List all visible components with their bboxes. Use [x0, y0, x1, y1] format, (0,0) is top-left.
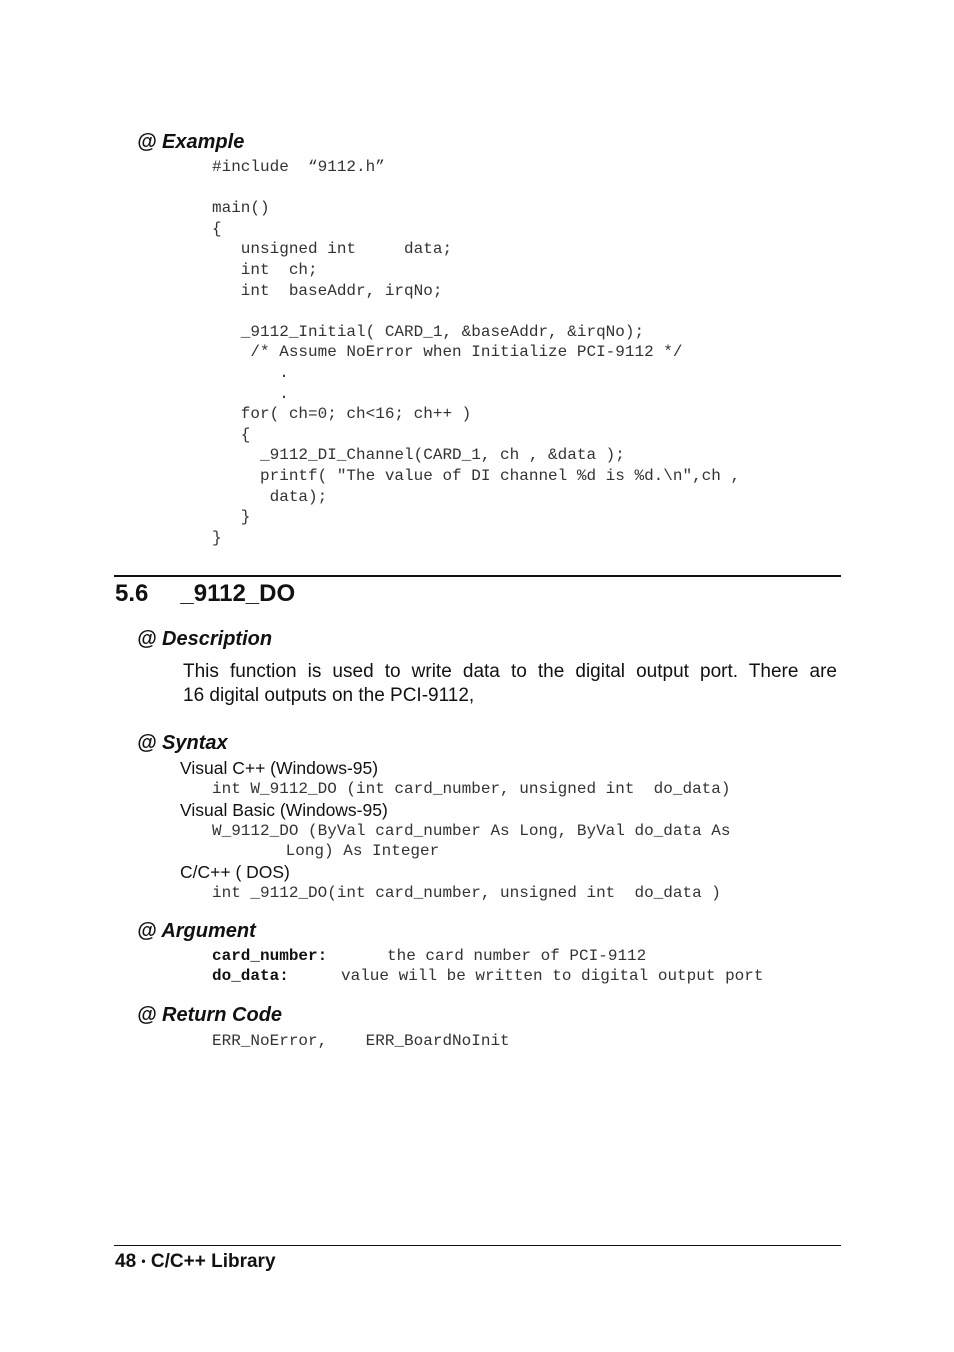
return-code-values: ERR_NoError, ERR_BoardNoInit [212, 1032, 510, 1050]
example-heading: @ Example [137, 131, 245, 153]
code-line [212, 301, 740, 322]
code-line [212, 178, 740, 199]
section-title [115, 580, 295, 608]
argument-row-card-number [212, 946, 327, 967]
code-line: for( ch=0; ch<16; ch++ ) [212, 405, 472, 424]
code-line: main() [212, 199, 270, 218]
code-line: { [212, 219, 222, 238]
code-line: } [212, 528, 222, 547]
section-function-name: _9112_DO [180, 580, 296, 607]
argument-row-do-data [212, 966, 289, 987]
code-line: data); [212, 487, 328, 506]
return-code-heading: @ Return Code [137, 1004, 283, 1026]
page-footer [115, 1251, 276, 1273]
code-line: . [212, 384, 289, 403]
example-code-block [212, 157, 740, 548]
section-divider [114, 575, 841, 577]
footer-divider [114, 1245, 841, 1246]
syntax-vb-label: Visual Basic (Windows-95) [180, 800, 388, 820]
argument-heading: @ Argument [137, 920, 256, 942]
section-number: 5.6 [115, 580, 149, 607]
code-line: int baseAddr, irqNo; [212, 281, 443, 300]
description-line-1: This function is used to write data to the digital output port. There are [183, 661, 837, 682]
footer-bullet: • [141, 1254, 146, 1268]
code-line: . [212, 363, 289, 382]
syntax-heading: @ Syntax [137, 732, 228, 754]
argument-name-card-number: card_number: [212, 947, 328, 965]
code-line: int ch; [212, 260, 318, 279]
footer-chapter: C/C++ Library [150, 1251, 276, 1272]
code-line: #include “9112.h” [212, 158, 385, 176]
code-line: { [212, 425, 251, 444]
description-line-2: 16 digital outputs on the PCI-9112, [183, 685, 475, 706]
code-line: _9112_DI_Channel(CARD_1, ch , &data ); [212, 446, 625, 465]
argument-name-do-data: do_data: [212, 967, 289, 985]
syntax-dos-code: int _9112_DO(int card_number, unsigned int do_data ) [212, 884, 721, 902]
argument-desc-do-data: value will be written to digital output port [341, 967, 764, 985]
code-line: _9112_Initial( CARD_1, &baseAddr, &irqNo); [212, 322, 645, 341]
code-line: printf( "The value of DI channel %d is %d.\n",ch , [212, 466, 741, 485]
description-paragraph [183, 660, 837, 708]
syntax-vb-code-line-2: Long) As Integer [228, 842, 440, 860]
code-line: } [212, 508, 251, 527]
syntax-dos-label: C/C++ ( DOS) [180, 862, 290, 882]
description-heading: @ Description [137, 628, 273, 650]
syntax-vb-code-line-1: W_9112_DO (ByVal card_number As Long, ByVal do_data As [212, 822, 731, 840]
syntax-vc-label: Visual C++ (Windows-95) [180, 758, 379, 778]
syntax-vc-code: int W_9112_DO (int card_number, unsigned int do_data) [212, 780, 731, 798]
code-line: unsigned int data; [212, 240, 453, 259]
code-line: /* Assume NoError when Initialize PCI-9112 */ [212, 343, 683, 362]
argument-desc-card-number: the card number of PCI-9112 [387, 947, 647, 965]
page-number: 48 [115, 1251, 137, 1272]
